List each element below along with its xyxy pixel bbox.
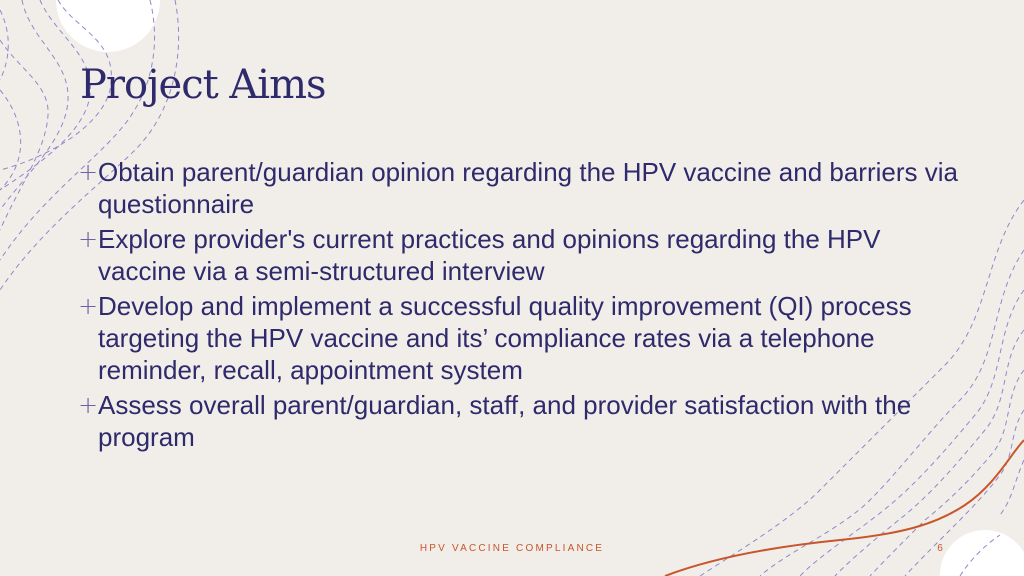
aim-item (78, 223, 958, 287)
aim-item (78, 290, 958, 386)
plus-bullet-icon: + (78, 391, 99, 419)
slide-title: Project Aims (80, 62, 326, 108)
plus-bullet-icon: + (78, 158, 99, 186)
page-number: 6 (937, 543, 943, 554)
footer-title: HPV VACCINE COMPLIANCE (419, 543, 605, 554)
plus-bullet-icon: + (78, 225, 99, 253)
aim-text: Assess overall parent/guardian, staff, and provider satisfaction with the program (98, 390, 912, 452)
aim-item (78, 156, 958, 220)
aim-text: Develop and implement a successful quality improvement (QI) process targeting the HPV vaccine and its’ compliance rates via a telephone reminder, recall, appointment system (98, 291, 912, 385)
aim-text: Explore provider's current practices and opinions regarding the HPV vaccine via a semi-structured interview (98, 224, 881, 286)
aims-list (78, 156, 958, 456)
plus-bullet-icon: + (78, 292, 99, 320)
aim-item (78, 389, 958, 453)
aim-text: Obtain parent/guardian opinion regarding the HPV vaccine and barriers via questionnaire (98, 157, 958, 219)
